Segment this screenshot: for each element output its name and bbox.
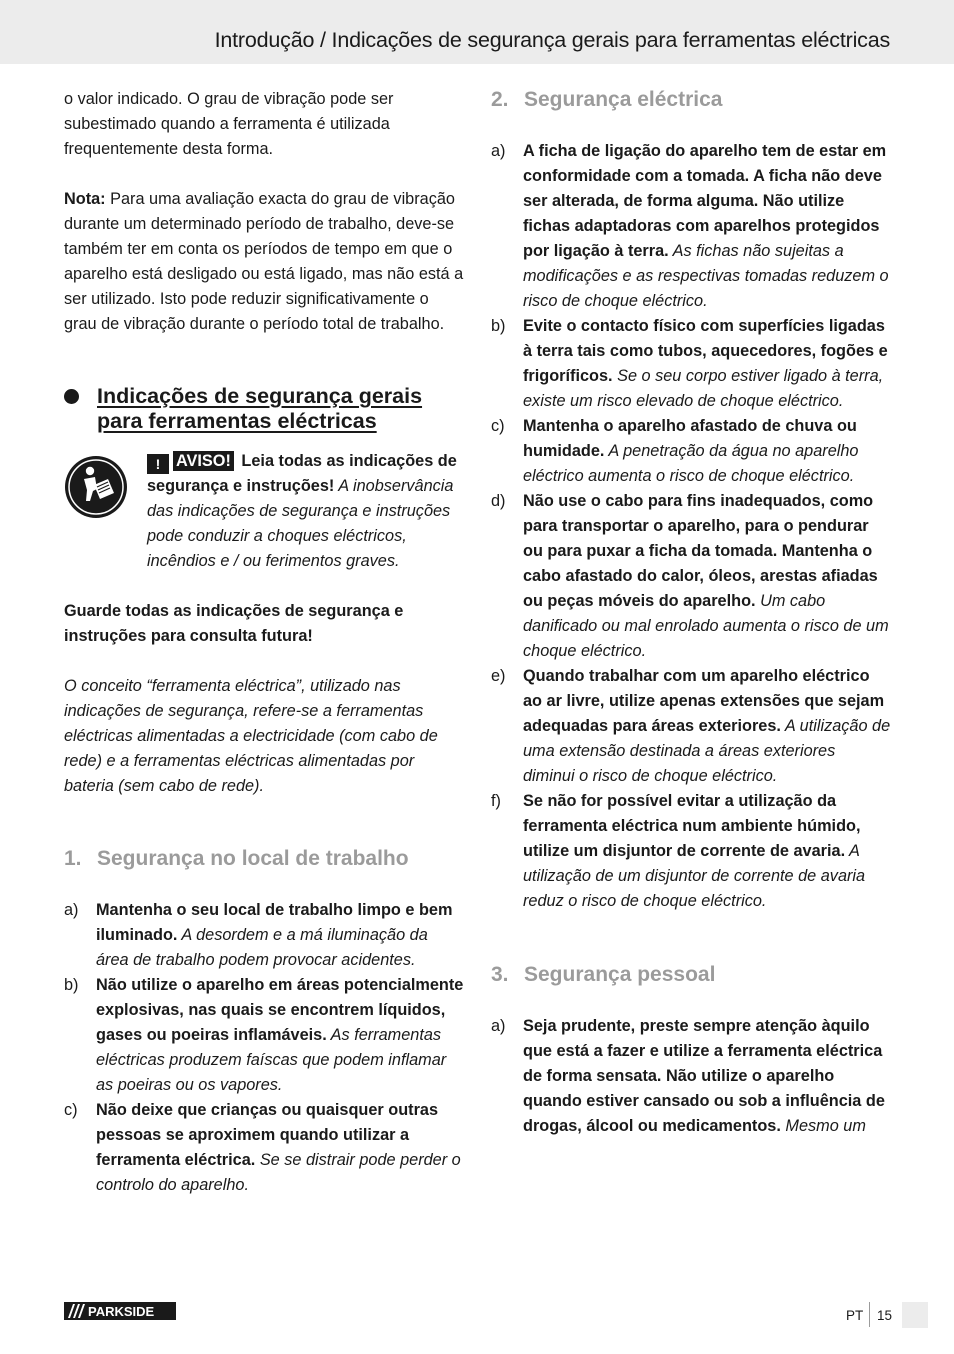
- page-header: [0, 0, 954, 64]
- item-text: As ferramentas eléctricas produzem faíscas que podem inflamar as poeiras ou os vapores.: [96, 1026, 447, 1094]
- language-code: PT: [846, 1308, 864, 1323]
- item-letter: a): [491, 142, 506, 160]
- section-number: 3.: [491, 963, 509, 986]
- item-bold: Não use o cabo para fins inadequados, como para transportar o aparelho, para o pendurar ou para puxar a ficha da tomada. Mantenha o cabo afastado do calor, óleos, arestas afiadas ou peças móveis do aparelho.: [523, 492, 878, 610]
- list-item: [491, 1014, 891, 1139]
- bullet-icon: [64, 389, 79, 404]
- section-title: Segurança eléctrica: [524, 88, 723, 111]
- brand-text: PARKSIDE: [88, 1304, 155, 1319]
- item-text: Um cabo danificado ou mal enrolado aumenta o risco de um choque eléctrico.: [523, 592, 889, 660]
- list-item: [491, 789, 891, 914]
- list-item: [64, 973, 464, 1098]
- warning-badge: AVISO!: [173, 451, 234, 471]
- list-item: [64, 1098, 464, 1198]
- section-1-heading: [64, 846, 464, 871]
- page-title: Introdução / Indicações de segurança gerais para ferramentas eléctricas: [214, 28, 890, 52]
- item-bold: Evite o contacto físico com superfícies ligadas à terra tais como tubos, aquecedores, fogões e frigoríficos.: [523, 317, 888, 385]
- left-column: [64, 87, 464, 1198]
- section-title: Segurança pessoal: [524, 963, 716, 986]
- note-paragraph: [64, 187, 464, 337]
- item-bold: A ficha de ligação do aparelho tem de estar em conformidade com a tomada. A ficha não deve ser alterada, de forma alguma. Não utilize fichas adaptadoras com aparelhos protegidos por ligação à terra.: [523, 142, 887, 260]
- item-text: A utilização de uma extensão destinada a áreas exteriores diminui o risco de choque eléctrico.: [523, 717, 891, 785]
- item-letter: a): [64, 901, 79, 919]
- warning-text: A inobservância das indicações de segurança e instruções pode conduzir a choques eléctricos, incêndios e / ou ferimentos graves.: [147, 477, 454, 570]
- right-column: [491, 87, 891, 1139]
- page-number: 15: [877, 1308, 893, 1323]
- item-letter: f): [491, 792, 501, 810]
- list-item: [491, 139, 891, 314]
- warning-bold-text: Leia todas as indicações de segurança e instruções!: [147, 452, 457, 495]
- list-item: [491, 414, 891, 489]
- note-text: Para uma avaliação exacta do grau de vibração durante um determinado período de trabalho, deve-se também ter em conta os períodos de tempo em que o aparelho está desligado ou está ligado, mas não está a ser utilizado. Isto pode reduzir significativamente o grau de vibração durante o período total de trabalho.: [64, 190, 464, 333]
- keep-instructions: Guarde todas as indicações de segurança e instruções para consulta futura!: [64, 602, 404, 645]
- main-heading: [64, 384, 464, 434]
- note-label: Nota:: [64, 190, 106, 208]
- footer-divider: [869, 1302, 870, 1327]
- section-title: Segurança no local de trabalho: [97, 847, 409, 870]
- warning-triangle-icon: !: [147, 454, 169, 474]
- item-letter: b): [64, 976, 79, 994]
- item-bold: Se não for possível evitar a utilização da ferramenta eléctrica num ambiente húmido, utilize um disjuntor de corrente de avaria.: [523, 792, 861, 860]
- item-text: A utilização de um disjuntor de corrente de avaria reduz o risco de choque eléctrico.: [523, 842, 866, 910]
- item-letter: e): [491, 667, 506, 685]
- section-2-heading: [491, 87, 891, 112]
- item-letter: a): [491, 1017, 506, 1035]
- item-text: A penetração da água no aparelho eléctrico aumenta o risco de choque eléctrico.: [523, 442, 859, 485]
- item-text: Se se distrair pode perder o controlo do aparelho.: [96, 1151, 461, 1194]
- item-bold: Não deixe que crianças ou quaisquer outras pessoas se aproximem quando utilizar a ferramenta eléctrica.: [96, 1101, 439, 1169]
- item-letter: c): [491, 417, 505, 435]
- item-text: A desordem e a má iluminação da área de trabalho podem provocar acidentes.: [96, 926, 428, 969]
- section-3-heading: [491, 962, 891, 987]
- concept-paragraph: O conceito “ferramenta eléctrica”, utilizado nas indicações de segurança, refere-se a ferramentas eléctricas alimentadas a electricidade (com cabo de rede) e a ferramentas eléctricas alimentadas por bateria (sem cabo de rede).: [64, 677, 438, 795]
- item-text: Mesmo um: [780, 1117, 866, 1135]
- item-letter: c): [64, 1101, 78, 1119]
- item-bold: Mantenha o aparelho afastado de chuva ou humidade.: [523, 417, 857, 460]
- item-bold: Quando trabalhar com um aparelho eléctrico ao ar livre, utilize apenas extensões que sejam adequadas para áreas exteriores.: [523, 667, 885, 735]
- list-item: [491, 314, 891, 414]
- list-item: [64, 898, 464, 973]
- item-bold: Mantenha o seu local de trabalho limpo e bem iluminado.: [96, 901, 453, 944]
- main-heading-text: Indicações de segurança gerais para ferramentas eléctricas: [97, 384, 423, 433]
- warning-block: [64, 449, 464, 574]
- item-letter: d): [491, 492, 506, 510]
- item-letter: b): [491, 317, 506, 335]
- item-bold: Não utilize o aparelho em áreas potencialmente explosivas, nas quais se encontrem líquidos, gases ou poeiras inflamáveis.: [96, 976, 464, 1044]
- intro-paragraph: o valor indicado. O grau de vibração pode ser subestimado quando a ferramenta é utilizada frequentemente desta forma.: [64, 90, 394, 158]
- read-manual-icon: [64, 455, 128, 519]
- list-item: [491, 489, 891, 664]
- section-number: 2.: [491, 88, 509, 111]
- list-item: [491, 664, 891, 789]
- item-text: Se o seu corpo estiver ligado à terra, existe um risco elevado de choque eléctrico.: [523, 367, 884, 410]
- item-text: As fichas não sujeitas a modificações e as respectivas tomadas reduzem o risco de choque eléctrico.: [523, 242, 889, 310]
- parkside-logo: [64, 1302, 176, 1320]
- section-number: 1.: [64, 847, 82, 870]
- item-bold: Seja prudente, preste sempre atenção àquilo que está a fazer e utilize a ferramenta eléctrica de forma sensata. Não utilize o aparelho quando estiver cansado ou sob a influência de drogas, álcool ou medicamentos.: [523, 1017, 885, 1135]
- page-tab-marker: [902, 1302, 928, 1328]
